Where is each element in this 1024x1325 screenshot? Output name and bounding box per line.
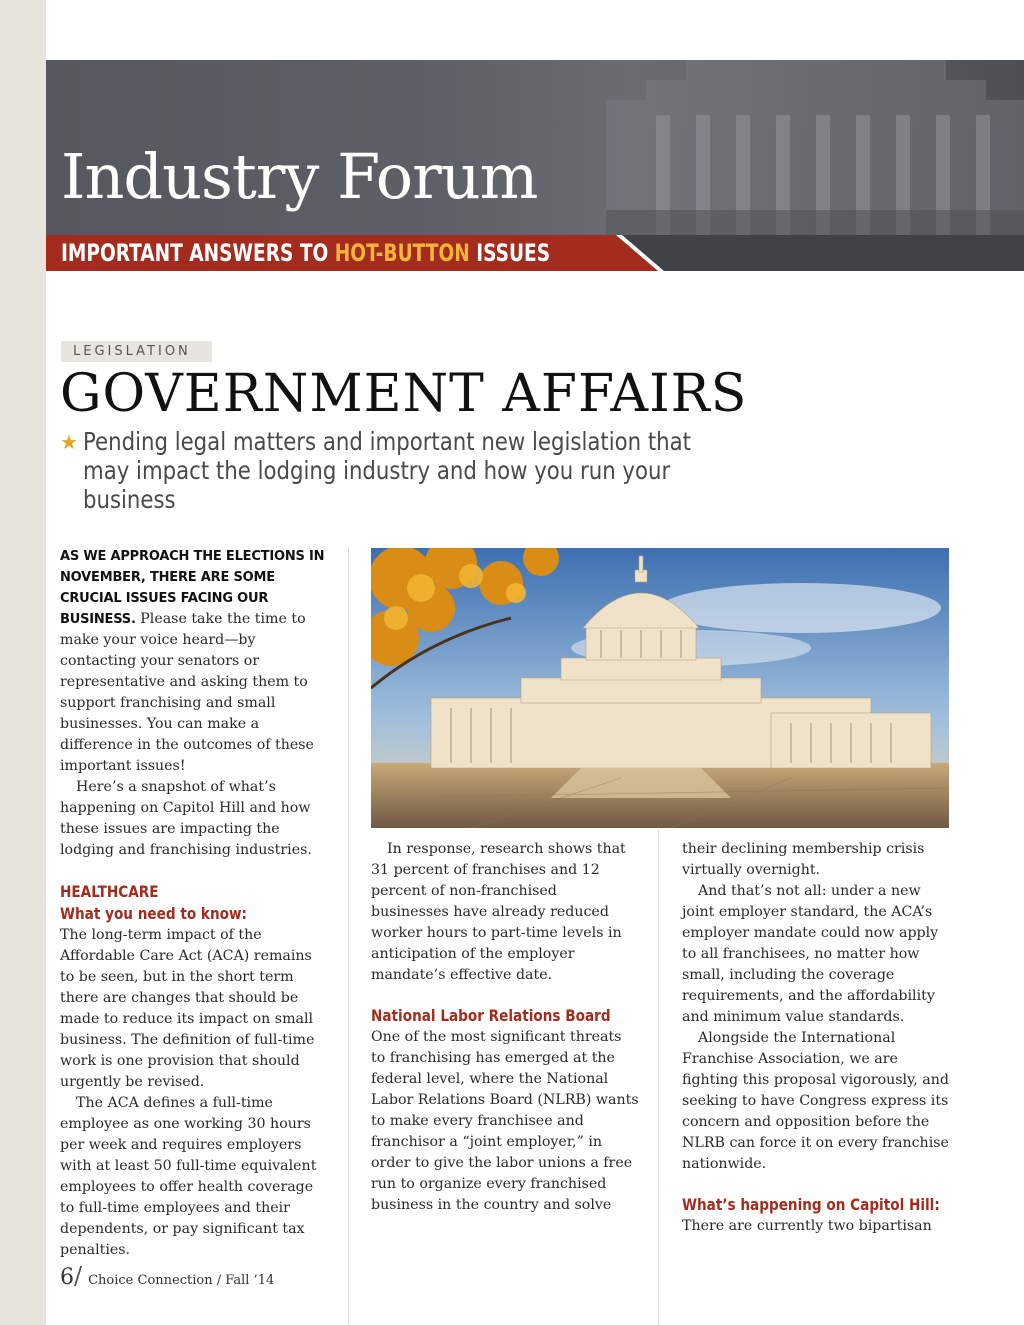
- column-rule: [658, 830, 659, 1325]
- footer-slash: /: [74, 1262, 83, 1290]
- page-number: 6: [60, 1265, 74, 1290]
- subtitle-hot: HOT-BUTTON: [334, 239, 470, 267]
- capitol-hill-heading: What’s happening on Capitol Hill:: [682, 1195, 940, 1214]
- banner-title: Industry Forum: [61, 140, 538, 213]
- paragraph: Alongside the International Franchise Association, we are fighting this proposal vigorously, and seeking to have Congress express its concern and opposition before the NLRB can force it on every franchise nationwide.: [682, 1030, 949, 1172]
- left-margin-strip: [0, 0, 46, 1325]
- paragraph: The long-term impact of the Affordable Care Act (ACA) remains to be seen, but in the short term there are changes that should be made to reduce its impact on small business. The definition of full-time work is one provision that should urgently be revised.: [60, 927, 315, 1090]
- paragraph: In response, research shows that 31 percent of franchises and 12 percent of non-franchised businesses have already reduced worker hours to part-time levels in anticipation of the employer mandate’s effective date.: [371, 841, 626, 983]
- paragraph: their declining membership crisis virtually overnight.: [682, 841, 925, 878]
- column-1: [60, 546, 328, 1261]
- category-tag: LEGISLATION: [61, 341, 212, 362]
- banner-subtitle: [61, 237, 550, 269]
- section-banner: [46, 60, 1024, 235]
- article-deck: Pending legal matters and important new legislation that may impact the lodging industry and how you run your business: [83, 427, 692, 514]
- star-icon: ★: [60, 430, 78, 454]
- paragraph: And that’s not all: under a new joint employer standard, the ACA’s employer mandate could now apply to all franchisees, no matter how small, including the coverage requirements, and the affordability and minimum value standards.: [682, 883, 939, 1025]
- page-footer: [60, 1262, 274, 1290]
- subtitle-post: ISSUES: [469, 239, 551, 267]
- capitol-photo: [371, 548, 949, 828]
- healthcare-subheading: What you need to know:: [60, 904, 247, 923]
- paragraph: The ACA defines a full-time employee as one working 30 hours per week and requires employers with at least 50 full-time equivalent employees to offer health coverage to full-time employees and their dependents, or pay significant tax penalties.: [60, 1095, 317, 1258]
- healthcare-heading: HEALTHCARE: [60, 882, 159, 901]
- article-headline: GOVERNMENT AFFAIRS: [60, 364, 748, 424]
- subtitle-pre: IMPORTANT ANSWERS TO: [61, 239, 335, 267]
- publication-name: Choice Connection / Fall ’14: [88, 1273, 275, 1288]
- lead-in: AS WE APPROACH THE ELECTIONS IN NOVEMBER, THERE ARE SOME CRUCIAL ISSUES FACING OUR BUSINESS.: [60, 549, 325, 627]
- paragraph: Here’s a snapshot of what’s happening on Capitol Hill and how these issues are impacting the lodging and franchising industries.: [60, 779, 312, 858]
- paragraph: There are currently two bipartisan: [682, 1218, 932, 1234]
- nlrb-heading: National Labor Relations Board: [371, 1006, 611, 1025]
- column-3: [682, 839, 950, 1237]
- paragraph: One of the most significant threats to franchising has emerged at the federal level, where the National Labor Relations Board (NLRB) wants to make every franchisee and franchisor a “joint employer,” in order to give the labor unions a free run to organize every franchised business in the country and solve: [371, 1029, 639, 1213]
- paragraph: Please take the time to make your voice heard—by contacting your senators or representative and asking them to support franchising and small businesses. You can make a difference in the outcomes of these important issues!: [60, 611, 314, 774]
- column-rule: [348, 548, 349, 1325]
- column-2: [371, 839, 639, 1216]
